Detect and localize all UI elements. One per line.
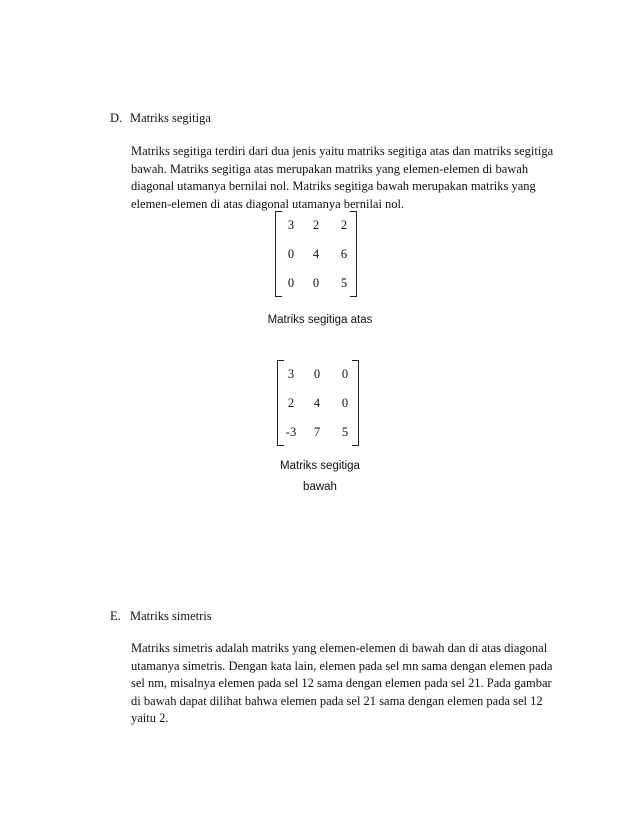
paragraph-line: elemen-elemen di atas diagonal utamanya bernilai nol. bbox=[131, 196, 405, 211]
matrix-cell: 7 bbox=[313, 425, 321, 439]
matrix-cell: 0 bbox=[341, 396, 349, 410]
matrix-cell: 5 bbox=[341, 425, 349, 439]
section-d-heading bbox=[110, 111, 211, 126]
paragraph-line: bawah. Matriks segitiga atas merupakan matriks yang elemen-elemen di bawah bbox=[131, 161, 529, 176]
section-e-title: Matriks simetris bbox=[130, 609, 212, 623]
matrix-cell: 2 bbox=[340, 218, 348, 232]
section-e-letter: E. bbox=[110, 609, 121, 623]
matrix-cell: 2 bbox=[287, 396, 295, 410]
paragraph-line: Matriks segitiga terdiri dari dua jenis yaitu matriks segitiga atas dan matriks segitiga bbox=[131, 144, 554, 158]
matrix-cell: 2 bbox=[312, 218, 320, 232]
lower-matrix-caption-line1: Matriks segitiga bbox=[280, 460, 360, 472]
matrix-cell: 5 bbox=[340, 276, 348, 290]
matrix-cell: 3 bbox=[287, 367, 295, 381]
upper-matrix-caption: Matriks segitiga atas bbox=[267, 314, 373, 326]
matrix-cell: 0 bbox=[287, 276, 295, 290]
paragraph-line: diagonal utamanya bernilai nol. Matriks segitiga bawah merupakan matriks yang bbox=[131, 179, 536, 193]
matrix-cell: 0 bbox=[312, 276, 320, 290]
matrix-cell: -3 bbox=[285, 425, 297, 439]
paragraph-line: Matriks simetris adalah matriks yang elemen-elemen di bawah dan di atas diagonal bbox=[131, 641, 548, 655]
paragraph-line: di bawah dapat dilihat bahwa elemen pada sel 21 sama dengan elemen pada sel 12 bbox=[131, 693, 543, 708]
paragraph-line: sel nm, misalnya elemen pada sel 12 sama dengan elemen pada sel 21. Pada gambar bbox=[131, 676, 552, 690]
section-e-heading bbox=[110, 609, 212, 624]
matrix-cell: 3 bbox=[287, 218, 295, 232]
paragraph-line: utamanya simetris. Dengan kata lain, elemen pada sel mn sama dengan elemen pada bbox=[131, 658, 553, 673]
matrix-cell: 6 bbox=[340, 247, 348, 261]
lower-matrix-caption-line2: bawah bbox=[303, 481, 337, 493]
matrix-cell: 0 bbox=[341, 367, 349, 381]
matrix-cell: 4 bbox=[313, 396, 321, 410]
matrix-cell: 4 bbox=[312, 247, 320, 261]
section-e-paragraph bbox=[131, 640, 561, 728]
lower-triangular-matrix bbox=[277, 360, 359, 444]
paragraph-line: yaitu 2. bbox=[131, 711, 169, 725]
matrix-cell: 0 bbox=[313, 367, 321, 381]
upper-triangular-matrix bbox=[275, 211, 357, 295]
section-d-title: Matriks segitiga bbox=[130, 111, 211, 125]
section-d-letter: D. bbox=[110, 111, 123, 125]
section-d-paragraph bbox=[131, 143, 561, 213]
matrix-cell: 0 bbox=[287, 247, 295, 261]
